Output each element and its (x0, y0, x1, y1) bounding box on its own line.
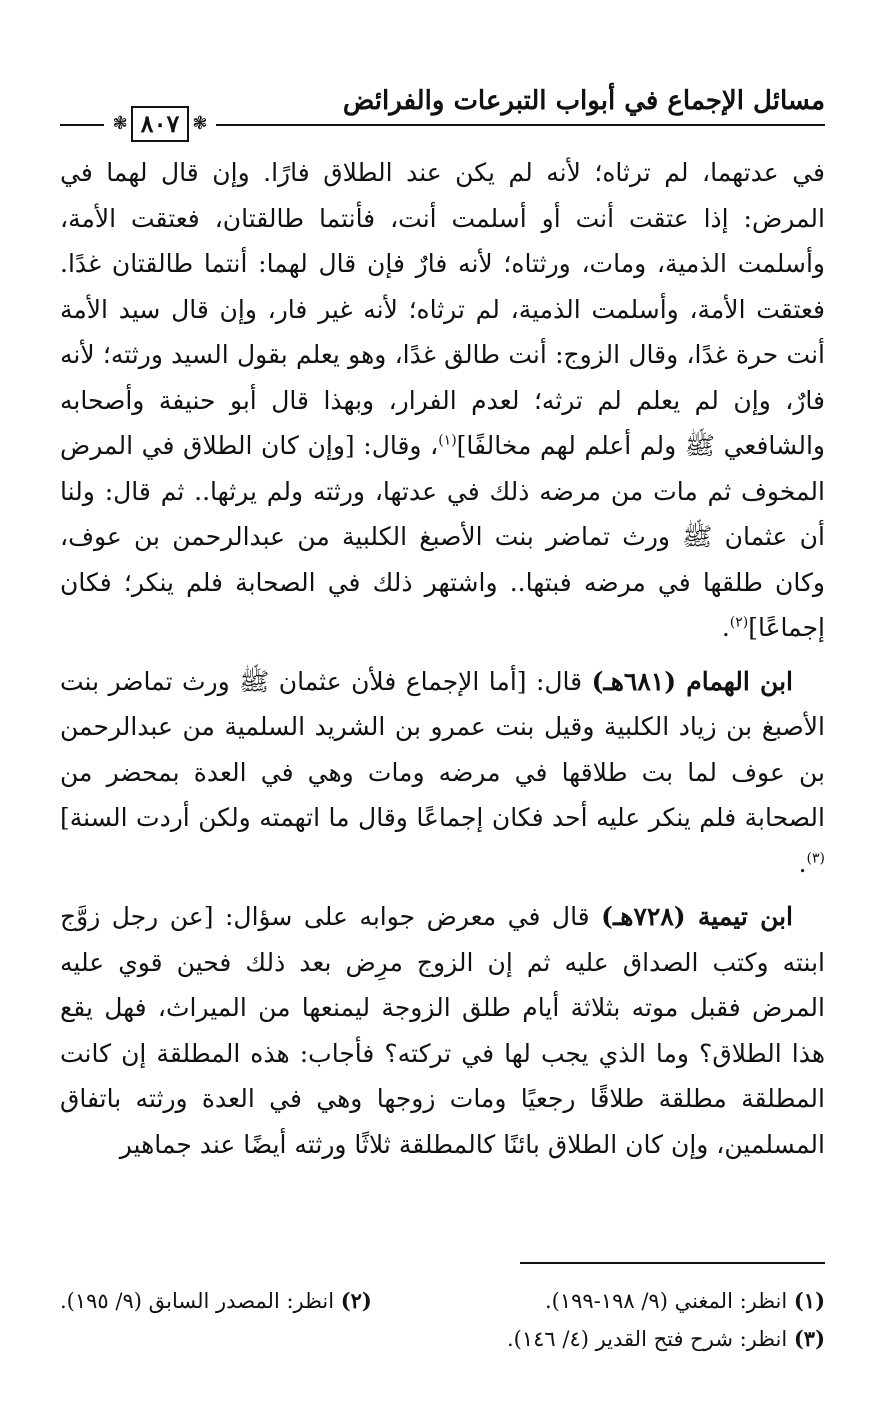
footnote-ref-3: (٣) (806, 850, 825, 867)
footnote-ref-2: (٢) (729, 614, 749, 631)
paragraph-3-author: ابن تيمية (٧٢٨هـ) (601, 902, 794, 931)
paragraph-1-continuation: ، وقال: [وإن كان الطلاق في المرض المخوف ثم مات من مرضه ذلك في عدتها، ورثته ولم يرثها.. ثم قال: ولنا أن عثمان ﷺ ورث تماضر بنت الأصبغ الكلبية من عبدالرحمن بن عوف، وكان طلقها في مرضه فبتها.. واشتهر ذلك في الصحابة فلم ينكر؛ فكان إجماعًا] (60, 431, 825, 642)
footnote-ref-1: (١) (438, 432, 457, 449)
paragraph-2-author: ابن الهمام (٦٨١هـ) (591, 666, 793, 696)
footnote-1-text: انظر: المغني (٩/ ١٩٨-١٩٩). (544, 1289, 794, 1313)
body-text (60, 150, 825, 1167)
footnote-3-number: (٣) (793, 1326, 825, 1351)
footnote-row-1 (60, 1282, 825, 1320)
paragraph-1-end: . (721, 613, 730, 642)
footnote-2 (60, 1282, 372, 1320)
footnotes (60, 1282, 825, 1358)
paragraph-2-end: . (798, 848, 807, 878)
page-number: ٨٠٧ (131, 106, 190, 142)
paragraph-2 (60, 659, 825, 887)
footnote-rule (520, 1262, 825, 1264)
paragraph-1 (60, 150, 825, 651)
running-title: مسائل الإجماع في أبواب التبرعات والفرائض (342, 86, 825, 116)
paragraph-2-text: قال: [أما الإجماع فلأن عثمان ﷺ ورث تماضر بنت الأصبغ بن زياد الكلبية وقيل بنت عمرو بن الشريد السلمية من عبدالرحمن بن عوف لما بت طلاقها في مرضه ومات وهي في العدة بمحضر من الصحابة فلم ينكر عليه أحد فكان إجماعًا وقال ما اتهمته ولكن أردت السنة] (60, 666, 825, 832)
page-number-frame (104, 104, 216, 144)
footnote-1 (545, 1282, 825, 1320)
ornament-left-icon: ❃ (112, 113, 128, 134)
footnote-1-number: (١) (793, 1288, 825, 1313)
footnote-2-number: (٢) (340, 1288, 372, 1313)
paragraph-1-text: في عدتهما، لم ترثاه؛ لأنه لم يكن عند الطلاق فارًا. وإن قال لهما في المرض: إذا عتقت أنت أو أسلمت أنت، فأنتما طالقتان، فعتقت الأمة، وأسلمت الذمية، ومات، ورثتاه؛ لأنه فارٌ فإن قال لهما: أنتما طالقتان غدًا. فعتقت الأمة، وأسلمت الذمية، لم ترثاه؛ لأنه غير فار، وإن قال سيد الأمة أنت حرة غدًا، وقال الزوج: أنت طالق غدًا، وهو يعلم بقول السيد ورثته؛ لأنه فارٌ، وإن لم يعلم لم ترثه؛ لعدم الفرار، وبهذا قال أبو حنيفة وأصحابه والشافعي ﷺ ولم أعلم لهم مخالفًا] (60, 158, 825, 460)
footnote-3-text: انظر: شرح فتح القدير (٤/ ١٤٦). (506, 1327, 794, 1351)
page-header (60, 70, 825, 138)
footnote-3 (507, 1320, 825, 1358)
paragraph-3 (60, 894, 825, 1167)
footnote-row-2 (60, 1320, 825, 1358)
ornament-right-icon: ❃ (192, 113, 208, 134)
paragraph-3-text: قال في معرض جوابه على سؤال: [عن رجل زوَّج ابنته وكتب الصداق عليه ثم إن الزوج مرِض بعد ذلك فحين قوي عليه المرض فقبل موته بثلاثة أيام طلق الزوجة ليمنعها من الميراث، فهل يقع هذا الطلاق؟ وما الذي يجب لها في تركته؟ فأجاب: هذه المطلقة إن كانت المطلقة مطلقة طلاقًا رجعيًا ومات زوجها وهي في العدة ورثته باتفاق المسلمين، وإن كان الطلاق بائنًا كالمطلقة ثلاثًا ورثته أيضًا عند جماهير (60, 902, 825, 1159)
footnote-2-text: انظر: المصدر السابق (٩/ ١٩٥). (60, 1289, 341, 1313)
